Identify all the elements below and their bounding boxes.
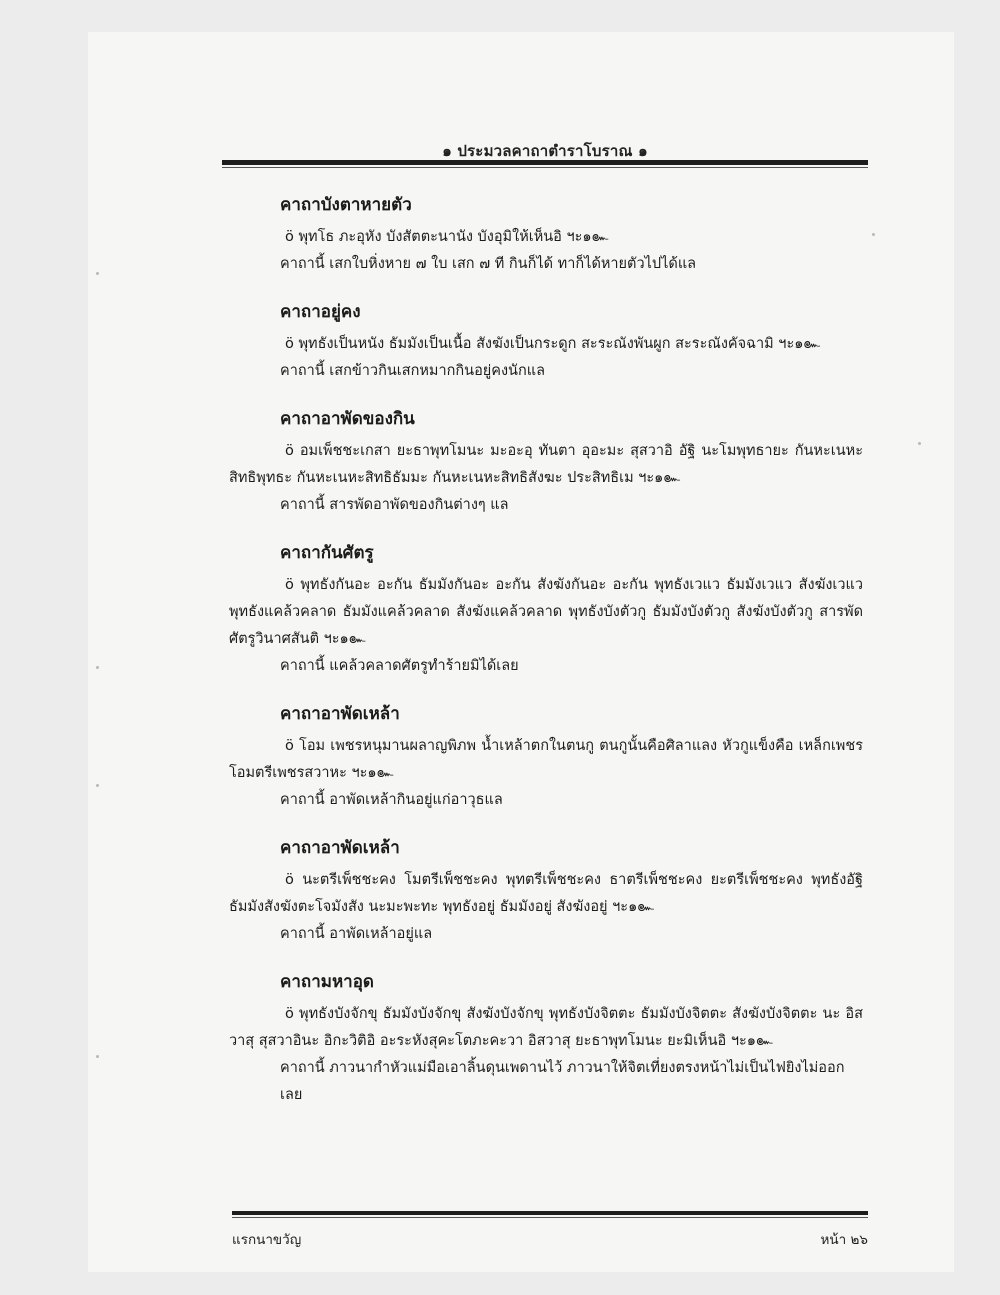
section-title: คาถาอาพัดเหล้า — [280, 838, 400, 858]
chant-section — [229, 702, 863, 814]
usage-note: คาถานี้ ภาวนากำหัวแม่มือเอาลิ้นดุนเพดานไว้ ภาวนาให้จิตเที่ยงตรงหน้าไม่เป็นไฟยิงไม่ออกเลย — [280, 1060, 845, 1103]
chant-text: ö พุทธังบังจักขุ ธัมมังบังจักขุ สังฆังบังจักขุ พุทธังบังจิตตะ ธัมมังบังจิตตะ สังฆังบังจิตตะ นะ อิสวาสุ สุสวาอินะ อิกะวิติอิ อะระหังสุคะโตภะคะวา อิสวาสุ ยะธาพุทโมนะ ยะมิเห็นอิ ฯะ๑๛ — [229, 1006, 863, 1049]
document-body — [229, 193, 863, 1131]
section-title: คาถาบังตาหายตัว — [280, 195, 412, 215]
usage-note: คาถานี้ สารพัดอาพัดของกินต่างๆ แล — [280, 497, 509, 513]
scan-speck — [96, 784, 99, 787]
chant-section — [229, 193, 863, 278]
usage-note: คาถานี้ เสกใบหิ่งหาย ๗ ใบ เสก ๗ ที กินก็ได้ ทาก็ได้หายตัวไปได้แล — [280, 256, 697, 272]
chant-text: ö พุทธังเป็นหนัง ธัมมังเป็นเนื้อ สังฆังเป็นกระดูก สะระณังพันผูก สะระณังคัจฉามิ ฯะ๑๛ — [285, 336, 821, 352]
footer-rule-thin — [232, 1217, 868, 1218]
chant-text: ö อมเพ็ชชะเกสา ยะธาพุทโมนะ มะอะอุ ทันตา อุอะมะ สุสวาอิ อัฐิ นะโมพุทธายะ กันหะเนหะ สิทธิพุทธะ กันหะเนหะสิทธิธัมมะ กันหะเนหะสิทธิสังฆะ ประสิทธิเม ฯะ๑๛ — [229, 443, 863, 486]
chant-section — [229, 407, 863, 519]
scan-speck — [96, 272, 99, 275]
page-header-title: ๑ ประมวลคาถาตำราโบราณ ๑ — [442, 142, 648, 160]
scan-speck — [96, 666, 99, 669]
footer-rule — [232, 1211, 868, 1215]
page-number: หน้า ๒๖ — [820, 1232, 868, 1248]
chant-text: ö พุทธังกันอะ อะกัน ธัมมังกันอะ อะกัน สังฆังกันอะ อะกัน พุทธังเวแว ธัมมังเวแว สังฆังเวแว พุทธังแคล้วคลาด ธัมมังแคล้วคลาด สังฆังแคล้วคลาด พุทธังบังตัวกู ธัมมังบังตัวกู สังฆังบังตัวกู สารพัดศัตรูวินาศสันติ ฯะ๑๛ — [229, 577, 863, 647]
usage-note: คาถานี้ อาพัดเหล้ากินอยู่แก่อาวุธแล — [280, 792, 503, 808]
section-title: คาถากันศัตรู — [280, 543, 374, 563]
usage-note: คาถานี้ เสกข้าวกินเสกหมากกินอยู่คงนักแล — [280, 363, 545, 379]
chant-text: ö พุทโธ ภะอุหัง บังสัตตะนานัง บังอุมิให้เห็นอิ ฯะ๑๛ — [285, 229, 609, 245]
header-rule — [222, 160, 868, 165]
section-title: คาถาอยู่คง — [280, 302, 361, 322]
chant-section — [229, 300, 863, 385]
footer-book-title: แรกนาขวัญ — [232, 1232, 302, 1248]
section-title: คาถามหาอุด — [280, 972, 374, 992]
scan-speck — [872, 233, 875, 236]
chant-text: ö นะตรีเพ็ชชะคง โมตรีเพ็ชชะคง พุทตรีเพ็ชชะคง ธาตรีเพ็ชชะคง ยะตรีเพ็ชชะคง พุทธังอัฐิ ธัมมังสังฆังตะโจมังสัง นะมะพะทะ พุทธังอยู่ ธัมมังอยู่ สังฆังอยู่ ฯะ๑๛ — [229, 872, 863, 915]
usage-note: คาถานี้ อาพัดเหล้าอยู่แล — [280, 926, 433, 942]
scan-speck — [96, 1055, 99, 1058]
scan-speck — [918, 442, 921, 445]
chant-section — [229, 836, 863, 948]
usage-note: คาถานี้ แคล้วคลาดศัตรูทำร้ายมิได้เลย — [280, 658, 519, 674]
chant-section — [229, 541, 863, 680]
section-title: คาถาอาพัดของกิน — [280, 409, 415, 429]
section-title: คาถาอาพัดเหล้า — [280, 704, 400, 724]
chant-section — [229, 970, 863, 1109]
header-rule-thin — [222, 167, 868, 168]
chant-text: ö โอม เพชรหนุมานผลาญพิภพ น้ำเหล้าตกในตนกู ตนกูนั้นคือศิลาแลง หัวกูแข็งคือ เหล็กเพชร โอมตรีเพชรสวาหะ ฯะ๑๛ — [229, 738, 863, 781]
